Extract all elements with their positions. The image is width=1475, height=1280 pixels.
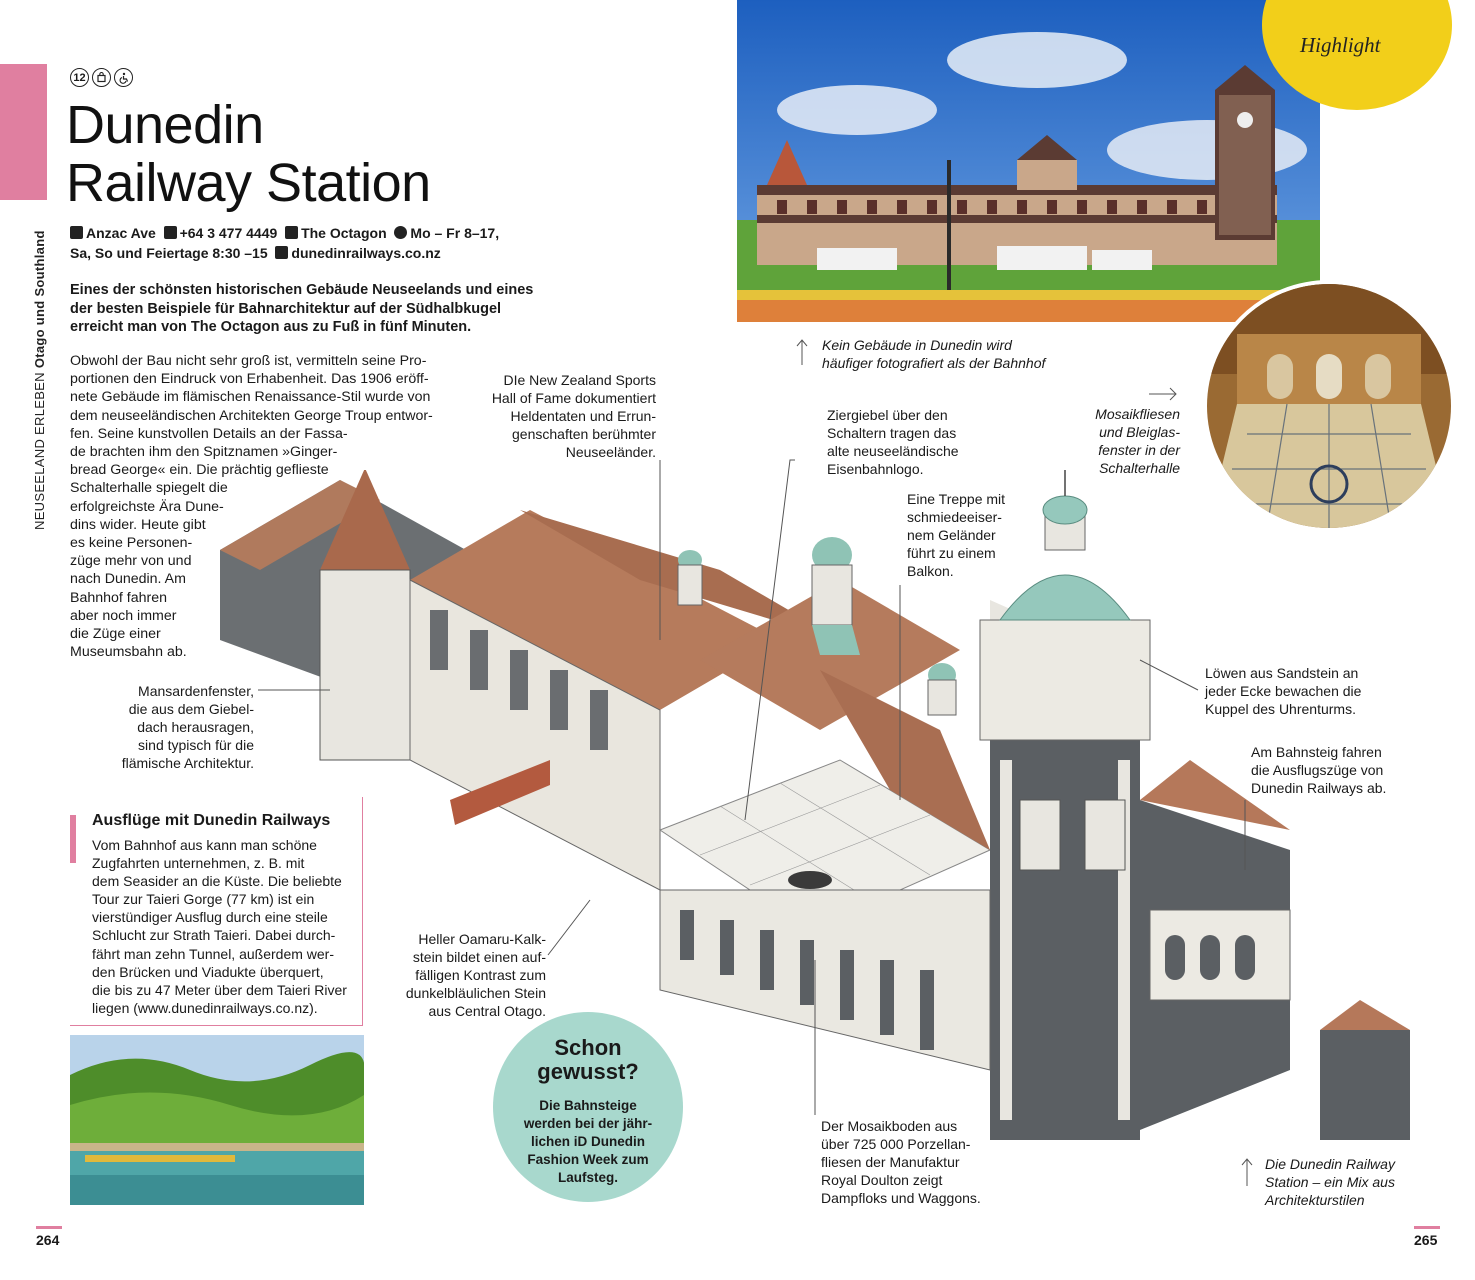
box-line: Schlucht zur Strath Taieri. Dabei durch- — [92, 927, 336, 944]
callout-line: Am Bahnsteig fahren — [1251, 744, 1382, 760]
callout-line: nem Geländer — [907, 527, 996, 543]
body-line: züge mehr von und — [70, 553, 192, 570]
callout-line: aus Central Otago. — [428, 1003, 546, 1019]
callout-line: Mansardenfenster, — [138, 683, 254, 699]
info-box-text — [92, 836, 357, 1017]
callout-sports-hall — [484, 371, 656, 461]
phone: +64 3 477 4449 — [179, 225, 278, 241]
callout-line: die Ausflugszüge von — [1251, 762, 1384, 778]
website-link[interactable]: dunedinrailways.co.nz — [291, 245, 441, 261]
number-badge: 12 — [70, 68, 89, 87]
callout-line: Eisenbahnlogo. — [827, 461, 924, 477]
did-you-know-title-line: Schon — [554, 1035, 622, 1060]
bus-stop: The Octagon — [301, 225, 387, 241]
box-line: fährt man zehn Tunnel, außerdem wer- — [92, 945, 335, 962]
train-photo — [70, 1035, 364, 1205]
callout-dormer — [100, 682, 254, 772]
section-label-light: NEUSEELAND ERLEBEN — [32, 372, 47, 530]
callout-line: flämische Architektur. — [121, 755, 254, 771]
body-line: Obwohl der Bau nicht sehr groß ist, vermitteln seine Pro- — [70, 353, 427, 369]
callout-line: Der Mosaikboden aus — [821, 1118, 958, 1134]
did-you-know-line: Laufsteg. — [557, 1170, 618, 1185]
address: Anzac Ave — [86, 225, 156, 241]
lead-paragraph: Eines der schönsten historischen Gebäude Neuseelands und eines der besten Beispiele für Bahnarchitektur auf der Südhalbkugel erreicht man von The Octagon aus zu Fuß in fünf Minuten. — [70, 282, 534, 335]
did-you-know-line: lichen iD Dunedin — [530, 1134, 645, 1149]
body-line: die Züge einer — [70, 626, 161, 643]
caption-line: Die Dunedin Railway — [1265, 1156, 1395, 1172]
section-label-bold: Otago und Southland — [32, 230, 47, 369]
caption-line: Kein Gebäude in Dunedin wird — [822, 337, 1012, 353]
body-line: de brachten ihm den Spitznamen »Ginger- — [70, 444, 338, 461]
caption-line: fenster in der — [1098, 442, 1180, 458]
main-caption — [1241, 1155, 1441, 1209]
callout-line: führt zu einem — [907, 545, 996, 561]
callout-line: Eine Treppe mit — [907, 491, 1006, 507]
caption-line: häufiger fotografiert als der Bahnhof — [822, 355, 1046, 371]
callout-line: Löwen aus Sandstein an — [1205, 665, 1359, 681]
did-you-know-title-line: gewusst? — [537, 1059, 639, 1084]
body-line: Schalterhalle spiegelt die — [70, 480, 228, 497]
callout-mosaic — [821, 1117, 1001, 1207]
callout-lions — [1205, 664, 1385, 718]
body-line: dins wider. Heute gibt — [70, 516, 206, 533]
body-line: erfolgreichste Ära Dune- — [70, 498, 224, 515]
callout-limestone — [380, 930, 546, 1020]
box-line: den Brücken und Viadukte überquert, — [92, 963, 324, 980]
title-line-1: Dunedin — [66, 95, 264, 155]
box-line: vierstündiger Ausflug durch eine steile — [92, 909, 328, 926]
box-line: Tour zur Taieri Gorge (77 km) ist ein — [92, 891, 315, 908]
highlight-label: Highlight — [1300, 33, 1381, 57]
callout-line: über 725 000 Porzellan- — [821, 1136, 971, 1152]
box-line: liegen (www.dunedinrailways.co.nz). — [92, 999, 318, 1016]
callout-line: schmiedeeiser- — [907, 509, 1002, 525]
body-line: nete Gebäude im flämischen Renaissance-Stil wurde von — [70, 389, 431, 406]
callout-line: Neuseeländer. — [565, 444, 656, 460]
callout-line: Ziergiebel über den — [827, 407, 948, 423]
caption-line: und Bleiglas- — [1099, 424, 1180, 440]
callout-line: Dunedin Railways ab. — [1251, 780, 1387, 796]
callout-line: dunkelbläulichen Stein — [405, 985, 546, 1001]
callout-line: die aus dem Giebel- — [128, 701, 254, 717]
page-number-right: 265 — [1414, 1232, 1438, 1248]
leader-line — [1140, 660, 1198, 690]
callout-line: DIe New Zealand Sports — [503, 372, 656, 388]
callout-platform — [1251, 743, 1421, 797]
body-line: Bahnhof fahren — [70, 589, 168, 606]
callout-line: dach herausragen, — [137, 719, 254, 735]
did-you-know-line: werden bei der jähr- — [523, 1116, 653, 1131]
caption-line: Schalterhalle — [1099, 460, 1180, 476]
info-box-title: Ausflüge mit Dunedin Railways — [92, 812, 331, 829]
body-line: bread George« ein. Die prächtig geflieste — [70, 462, 329, 479]
box-line: Vom Bahnhof aus kann man schöne — [92, 837, 317, 853]
page-marker-right — [1414, 1226, 1440, 1229]
callout-stairs — [907, 490, 1017, 580]
callout-line: sind typisch für die — [138, 737, 254, 753]
callout-line: Heller Oamaru-Kalk- — [418, 931, 546, 947]
body-line: nach Dunedin. Am — [70, 571, 186, 588]
callout-gable — [827, 406, 997, 478]
caption-line: Architekturstilen — [1265, 1192, 1365, 1208]
box-line: dem Seasider an die Küste. Die beliebte — [92, 873, 342, 890]
callout-line: Dampfloks und Waggons. — [821, 1190, 981, 1206]
callout-line: fliesen der Manufaktur — [821, 1154, 960, 1170]
did-you-know-line: Die Bahnsteige — [539, 1098, 637, 1113]
callout-line: stein bildet einen auf- — [412, 949, 546, 965]
callout-line: genschaften berühmter — [512, 426, 656, 442]
body-line: fen. Seine kunstvollen Details an der Fassa- — [70, 425, 348, 442]
did-you-know-line: Fashion Week zum — [527, 1152, 649, 1167]
leader-line — [745, 460, 795, 820]
callout-line: Schaltern tragen das — [827, 425, 957, 441]
caption-line: Mosaikfliesen — [1095, 406, 1180, 422]
page-number-left: 264 — [36, 1232, 60, 1248]
opening-hours-weekend: Sa, So und Feiertage 8:30 –15 — [70, 245, 268, 261]
title-line-2: Railway Station — [66, 153, 431, 213]
did-you-know-text — [513, 1097, 663, 1187]
did-you-know-title — [493, 1036, 683, 1084]
callout-line: Hall of Fame dokumentiert — [491, 390, 656, 406]
body-line: es keine Personen- — [70, 535, 193, 552]
callout-line: fälligen Kontrast zum — [415, 967, 546, 983]
body-line: Museumsbahn ab. — [70, 644, 187, 661]
caption-line: Station – ein Mix aus — [1265, 1174, 1395, 1190]
body-line: aber noch immer — [70, 607, 177, 624]
body-line: dem neuseeländischen Architekten George Troup entwor- — [70, 407, 433, 424]
callout-line: jeder Ecke bewachen die — [1205, 683, 1362, 699]
opening-hours: Mo – Fr 8–17, — [410, 225, 500, 241]
body-line: portionen den Eindruck von Erhabenheit. Das 1906 eröff- — [70, 371, 429, 388]
callout-line: Balkon. — [907, 563, 954, 579]
box-line: die bis zu 47 Meter über dem Taieri River — [92, 981, 347, 998]
page-marker-left — [36, 1226, 62, 1229]
callout-line: Royal Doulton zeigt — [821, 1172, 943, 1188]
callout-line: Heldentaten und Errun- — [510, 408, 656, 424]
callout-line: Kuppel des Uhrenturms. — [1205, 701, 1356, 717]
arrow-up-icon — [1241, 1157, 1253, 1187]
callout-line: alte neuseeländische — [827, 443, 959, 459]
box-line: Zugfahrten unternehmen, z. B. mit — [92, 855, 305, 872]
leader-line — [548, 900, 590, 955]
info-box-accent — [70, 815, 76, 863]
